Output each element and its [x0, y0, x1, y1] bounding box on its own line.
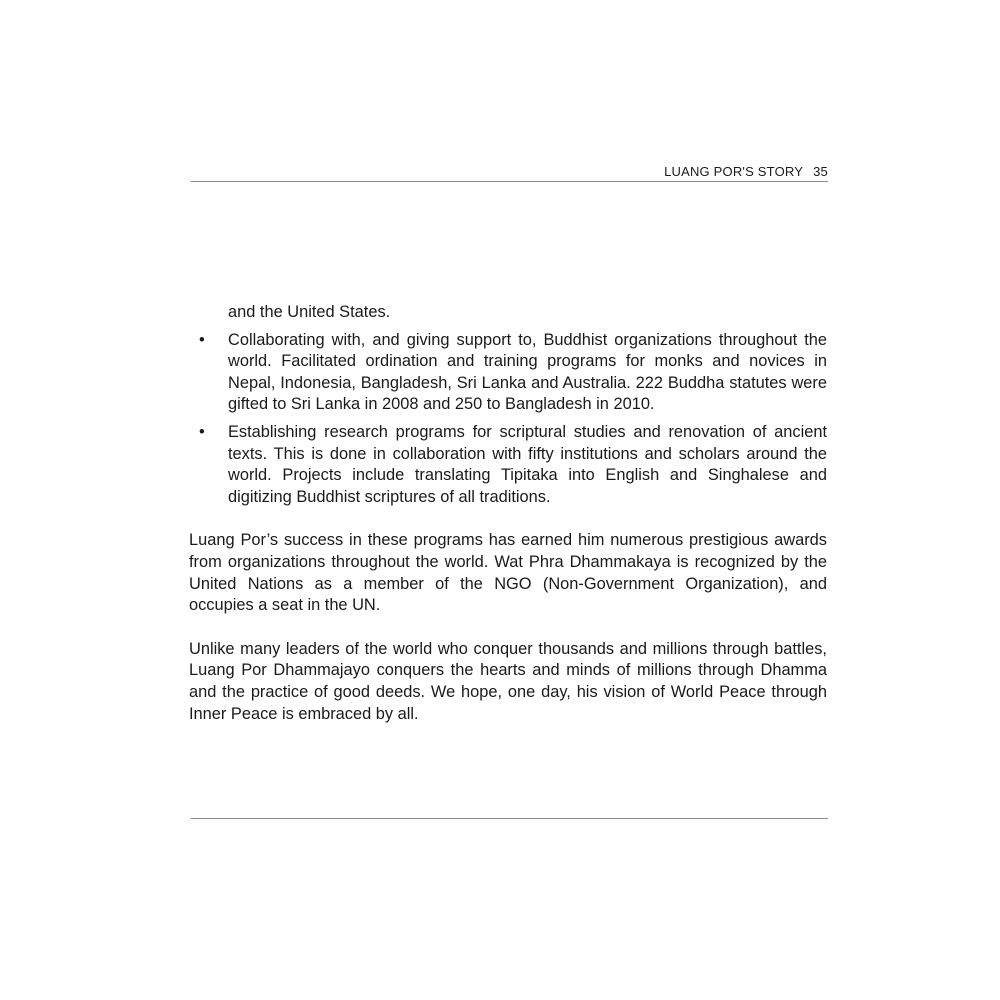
bullet-point-icon: •: [199, 422, 205, 441]
paragraph-vision: Unlike many leaders of the world who conquer thousands and millions through battles, Luang Por Dhammajayo conquers the hearts and minds of millions through Dhamma and the practice of good deeds. We hope, one day, his vision of World Peace through Inner Peace is embraced by all.: [189, 639, 827, 723]
footer-rule: [191, 818, 828, 819]
bullet-list: [189, 330, 827, 509]
paragraph-awards: Luang Por’s success in these programs has earned him numerous prestigious awards from organizations throughout the world. Wat Phra Dhammakaya is recognized by the United Nations as a member of the NGO (Non-Government Organization), and occupies a seat in the UN.: [189, 531, 827, 615]
running-header: [191, 164, 828, 181]
header-rule: [191, 181, 828, 182]
bullet-point-icon: •: [199, 330, 205, 349]
bullet-text: Establishing research programs for scriptural studies and renovation of ancient texts. This is done in collaboration with fifty institutions and scholars around the world. Projects include translating Tipitaka into English and Singhalese and digitizing Buddhist scriptures of all traditions.: [228, 422, 827, 506]
bullet-text: Collaborating with, and giving support to, Buddhist organizations throughout the world. Facilitated ordination and training programs for monks and novices in Nepal, Indonesia, Bangladesh, Sri Lanka and Australia. 222 Buddha statutes were gifted to Sri Lanka in 2008 and 250 to Bangladesh in 2010.: [228, 330, 827, 414]
bullet-item: [189, 330, 827, 416]
bullet-item: [189, 422, 827, 508]
page-number: 35: [813, 164, 828, 179]
body-text: [189, 302, 827, 725]
running-title: LUANG POR'S STORY: [664, 164, 804, 179]
continued-bullet-text: and the United States.: [228, 303, 391, 321]
